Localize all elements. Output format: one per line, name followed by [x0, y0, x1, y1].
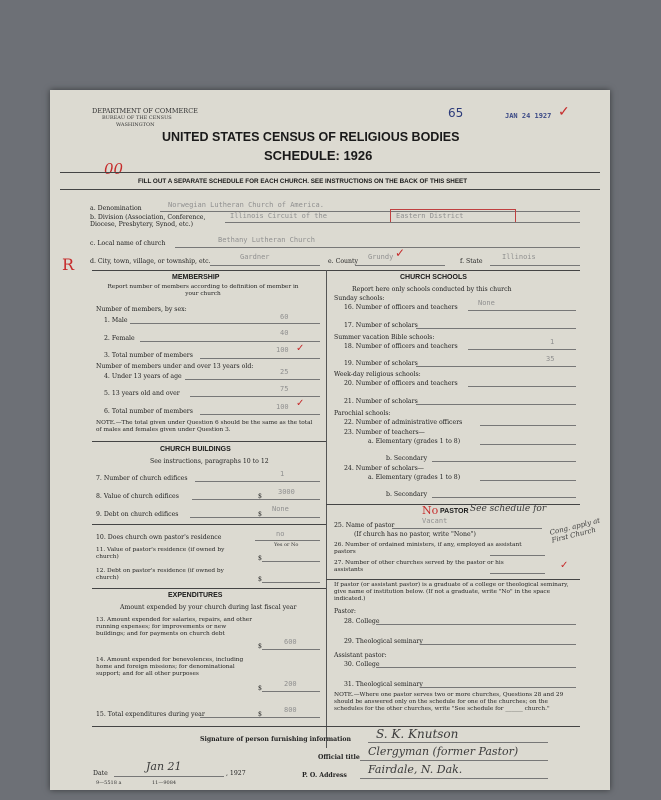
bureau-city: WASHINGTON [116, 122, 155, 128]
official-title-label: Official title [318, 754, 360, 761]
q16-label: 16. Number of officers and teachers [344, 304, 458, 311]
red-no-mark: No [422, 504, 439, 517]
q4-label: 4. Under 13 years of age [104, 373, 182, 380]
q9-dollar: $ [258, 511, 262, 518]
q14-label: 14. Amount expended for benevolences, including home and foreign missions; for denominational support; and for all other purposes [96, 657, 244, 677]
q17-label: 17. Number of scholars [344, 322, 418, 329]
q10-hint: Yes or No [274, 542, 299, 548]
q30-label: 30. College [344, 661, 380, 668]
q10-value: no [276, 530, 285, 538]
membership-title: MEMBERSHIP [172, 274, 220, 281]
sunday-schools-label: Sunday schools: [334, 295, 385, 302]
buildings-subtitle: See instructions, paragraphs 10 to 12 [150, 458, 269, 465]
denomination-label: a. Denomination [90, 205, 142, 212]
form-title: UNITED STATES CENSUS OF RELIGIOUS BODIES [162, 130, 460, 144]
division-value: Illinois Circuit of the [230, 212, 327, 220]
q8-label: 8. Value of church edifices [96, 493, 179, 500]
pastor-handwritten-note: See schedule for [470, 504, 547, 514]
pastor-title: PASTOR [440, 508, 469, 515]
summer-schools-label: Summer vacation Bible schools: [334, 334, 435, 341]
official-title-value: Clergyman (former Pastor) [368, 745, 519, 758]
q26-label: 26. Number of ordained ministers, if any, employed as assistant pastors [334, 542, 522, 555]
q14-dollar: $ [258, 685, 262, 692]
county-check-icon: ✓ [395, 246, 406, 260]
q22-label: 22. Number of administrative officers [344, 419, 463, 426]
bureau-name: BUREAU OF THE CENSUS [102, 115, 172, 121]
q25-label: 25. Name of pastor [334, 522, 395, 529]
date-year: , 1927 [226, 770, 246, 777]
q5-label: 5. 13 years old and over [104, 390, 180, 397]
expenditures-subtitle: Amount expended by your church during last fiscal year [120, 604, 297, 611]
q18-label: 18. Number of officers and teachers [344, 343, 458, 350]
form-number: 9—5518 a [96, 780, 122, 786]
q14-value: 200 [284, 680, 297, 688]
age-header-label: Number of members under and over 13 years old: [96, 363, 254, 370]
q4-value: 25 [280, 368, 289, 376]
membership-subtitle: Report number of members according to definition of member in your church [107, 284, 299, 297]
q1-label: 1. Male [104, 317, 128, 324]
q25-value: Vacant [422, 517, 448, 525]
margin-mark: R [62, 255, 75, 274]
received-stamp: JAN 24 1927 [505, 112, 552, 120]
division-value-district: Eastern District [396, 212, 464, 220]
date-label: Date [93, 770, 108, 777]
state-value: Illinois [502, 253, 536, 261]
signature-label: Signature of person furnishing information [200, 736, 351, 743]
q2-value: 40 [280, 329, 289, 337]
members-by-sex-label: Number of members, by sex: [96, 306, 187, 313]
pastor-subheading: Pastor: [334, 608, 357, 615]
q19-value: 35 [546, 355, 555, 363]
q20-label: 20. Number of officers and teachers [344, 380, 458, 387]
schools-title: CHURCH SCHOOLS [400, 274, 467, 281]
assistant-pastor-subheading: Assistant pastor: [334, 652, 387, 659]
church-name-label: c. Local name of church [90, 240, 166, 247]
denomination-value: Norwegian Lutheran Church of America. [168, 201, 324, 209]
q2-label: 2. Female [104, 335, 135, 342]
city-value: Gardner [240, 253, 270, 261]
expenditures-title: EXPENDITURES [168, 592, 223, 599]
check-mark-icon: ✓ [558, 104, 570, 120]
q3-label: 3. Total number of members [104, 352, 193, 359]
state-label: f. State [460, 258, 483, 265]
census-schedule-sheet [50, 90, 610, 790]
buildings-title: CHURCH BUILDINGS [160, 446, 231, 453]
graduate-note: If pastor (or assistant pastor) is a graduate of a college or theological seminary, give name of institution below. (If not a graduate, write "No" in the space indicated.) [334, 582, 569, 602]
q10-label: 10. Does church own pastor's residence [96, 534, 222, 541]
q13-dollar: $ [258, 643, 262, 650]
division-label: b. Division (Association, Conference, Diocese, Presbytery, Synod, etc.) [90, 214, 206, 228]
parochial-schools-label: Parochial schools: [334, 410, 391, 417]
church-name-value: Bethany Lutheran Church [218, 236, 315, 244]
q24b-label: b. Secondary [386, 491, 428, 498]
side-handwritten-note: Cong. apply at First Church [548, 516, 601, 545]
q6-value: 100 [276, 403, 289, 411]
q29-label: 29. Theological seminary [344, 638, 423, 645]
q15-value: 800 [284, 706, 297, 714]
q6-check-icon: ✓ [296, 398, 305, 409]
membership-note: NOTE.—The total given under Question 6 should be the same as the total of males and females given under Question 3. [96, 420, 313, 433]
q21-label: 21. Number of scholars [344, 398, 418, 405]
q9-label: 9. Debt on church edifices [96, 511, 179, 518]
q15-dollar: $ [258, 711, 262, 718]
dept-name: DEPARTMENT OF COMMERCE [92, 107, 198, 115]
pastor-check-icon: ✓ [560, 560, 569, 571]
q1-value: 60 [280, 313, 289, 321]
form-number-2: 11—9084 [152, 780, 177, 786]
q7-value: 1 [280, 470, 285, 478]
q11-label: 11. Value of pastor's residence (if owned by church) [96, 547, 225, 560]
q12-dollar: $ [258, 576, 262, 583]
q23a-label: a. Elementary (grades 1 to 8) [368, 438, 461, 445]
date-value: Jan 21 [146, 760, 182, 773]
q11-dollar: $ [258, 555, 262, 562]
q12-label: 12. Debt on pastor's residence (if owned by church) [96, 568, 224, 581]
q5-value: 75 [280, 385, 289, 393]
q23-label: 23. Number of teachers— [344, 429, 425, 436]
q25-hint: (If church has no pastor, write "None") [354, 531, 476, 538]
q6-label: 6. Total number of members [104, 408, 193, 415]
county-label: e. County [328, 258, 359, 265]
q3-value: 100 [276, 346, 289, 354]
q23b-label: b. Secondary [386, 455, 428, 462]
q9-value: None [272, 505, 289, 513]
instruction-line: FILL OUT A SEPARATE SCHEDULE FOR EACH CHURCH. SEE INSTRUCTIONS ON THE BACK OF THIS SHEET [138, 178, 468, 185]
q8-value: 3000 [278, 488, 295, 496]
signature-value: S. K. Knutson [376, 727, 459, 741]
q16-value: None [478, 299, 495, 307]
q31-label: 31. Theological seminary [344, 681, 423, 688]
q19-label: 19. Number of scholars [344, 360, 418, 367]
q24-label: 24. Number of scholars— [344, 465, 424, 472]
q18-value: 1 [550, 338, 555, 346]
q7-label: 7. Number of church edifices [96, 475, 188, 482]
city-label: d. City, town, village, or township, etc. [90, 258, 211, 265]
pastor-note: NOTE.—Where one pastor serves two or more churches, Questions 28 and 29 should be answered only on the schedule for one of the churches; on the schedules for the other churches, write "See schedule for ______ church." [334, 692, 564, 712]
po-address-label: P. O. Address [302, 772, 347, 779]
schedule-number: 65 [448, 106, 464, 120]
q24a-label: a. Elementary (grades 1 to 8) [368, 474, 461, 481]
weekday-schools-label: Week-day religious schools: [334, 371, 421, 378]
county-value: Grundy [368, 253, 394, 261]
q3-check-icon: ✓ [296, 343, 305, 354]
q13-label: 13. Amount expended for salaries, repairs, and other running expenses; for improvements or new buildings; and for payments on church debt [96, 617, 253, 637]
q28-label: 28. College [344, 618, 380, 625]
q15-label: 15. Total expenditures during year [96, 711, 205, 718]
po-address-value: Fairdale, N. Dak. [368, 763, 463, 776]
red-handwritten-mark: 00 [104, 160, 124, 178]
schedule-title: SCHEDULE: 1926 [264, 148, 373, 163]
q8-dollar: $ [258, 493, 262, 500]
schools-subtitle: Report here only schools conducted by this church [352, 286, 512, 293]
q13-value: 600 [284, 638, 297, 646]
q27-label: 27. Number of other churches served by the pastor or his assistants [334, 560, 504, 573]
